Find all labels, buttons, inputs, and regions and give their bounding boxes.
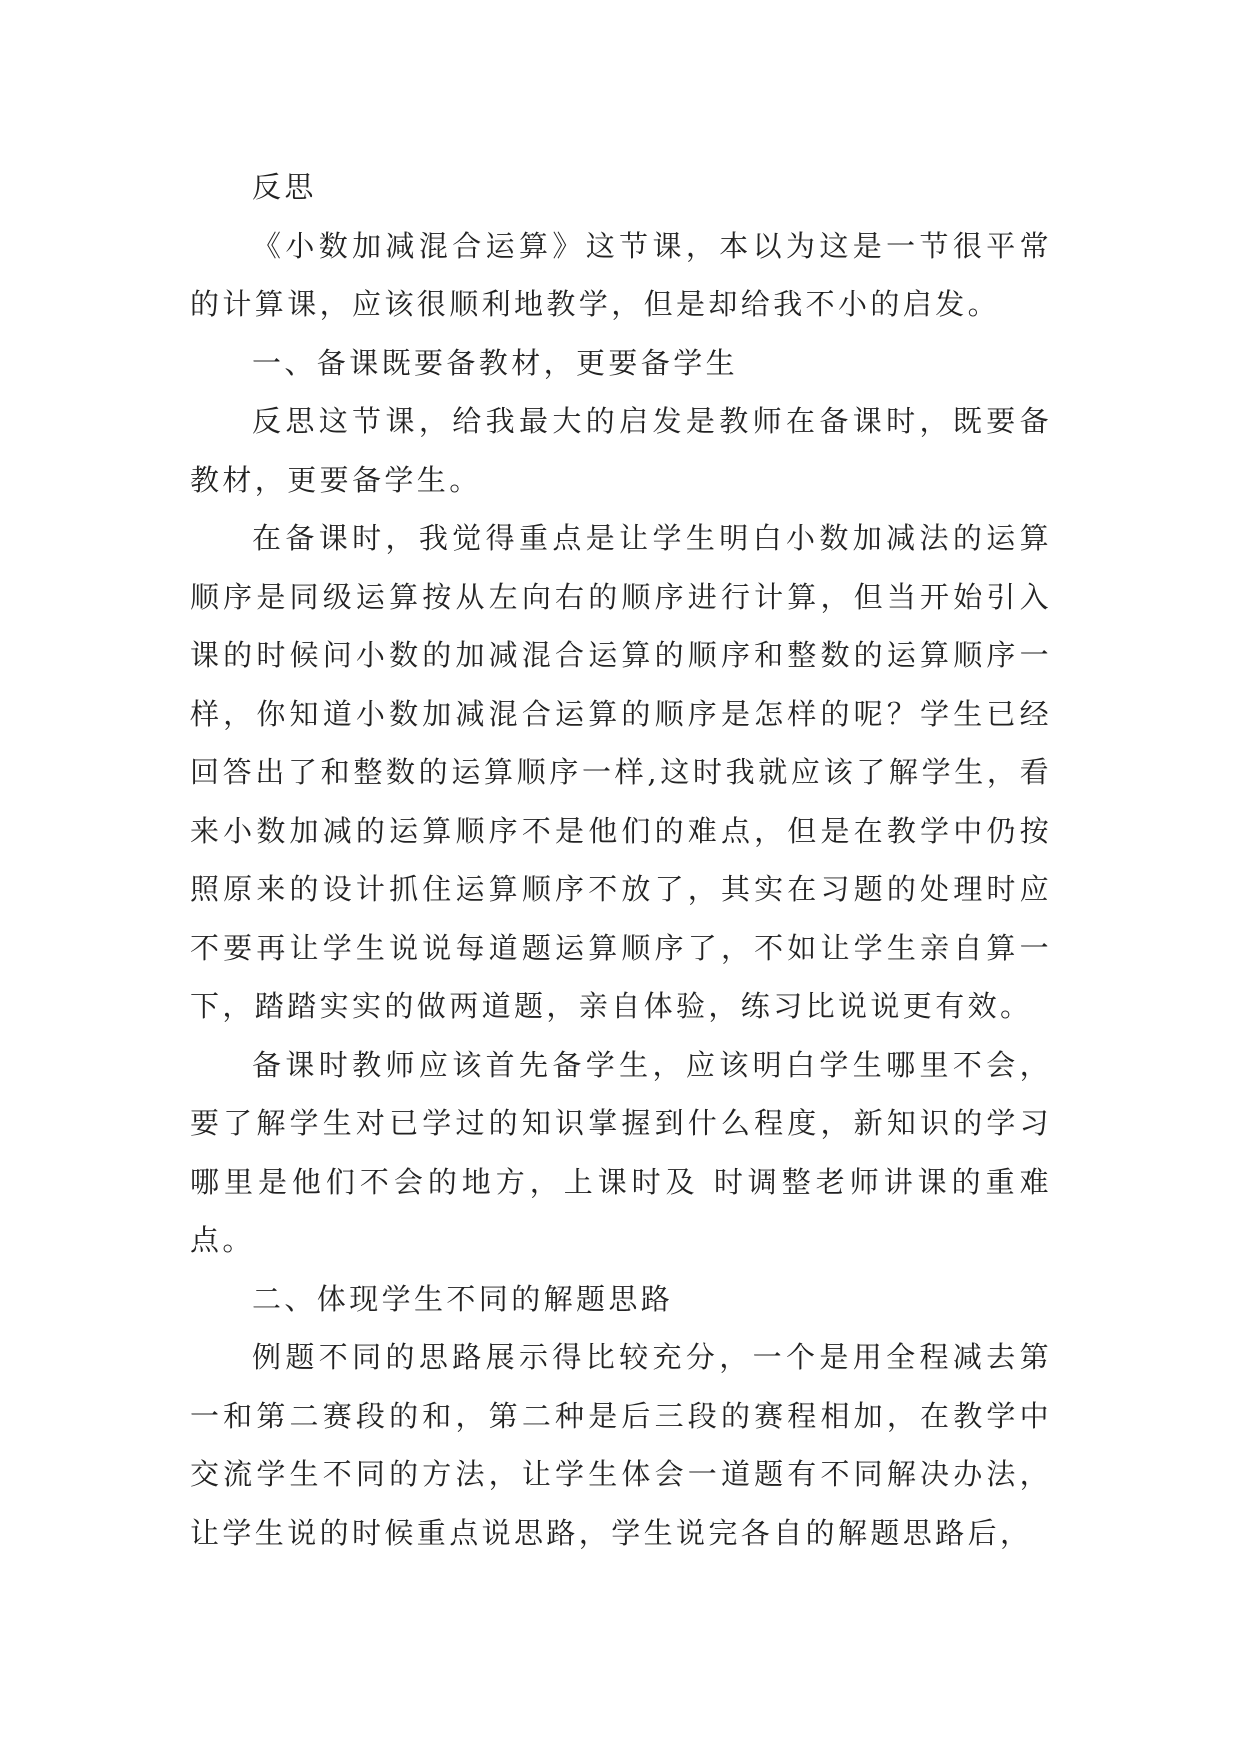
section-heading-1: 一、备课既要备教材，更要备学生 xyxy=(252,345,739,380)
paragraph: 例题不同的思路展示得比较充分，一个是用全程减去第一和第二赛段的和，第二种是后三段的赛程相加，在教学中交流学生不同的方法，让学生体会一道题有不同解决办法，让学生说的时候重点说思路，学生说完各自的解题思路后， xyxy=(190,1340,1052,1550)
document-title: 反思 xyxy=(252,170,317,204)
section-heading-2: 二、体现学生不同的解题思路 xyxy=(252,1281,674,1316)
paragraph: 备课时教师应该首先备学生，应该明白学生哪里不会，要了解学生对已学过的知识掌握到什么程度，新知识的学习哪里是他们不会的地方，上课时及 时调整老师讲课的重难点。 xyxy=(190,1047,1052,1257)
paragraph-intro: 《小数加减混合运算》这节课，本以为这是一节很平常的计算课，应该很顺利地教学，但是却给我不小的启发。 xyxy=(190,228,1052,321)
document-body xyxy=(190,158,1052,1562)
paragraph: 反思这节课，给我最大的启发是教师在备课时，既要备教材，更要备学生。 xyxy=(190,404,1052,497)
paragraph: 在备课时，我觉得重点是让学生明白小数加减法的运算顺序是同级运算按从左向右的顺序进行计算，但当开始引入课的时候问小数的加减混合运算的顺序和整数的运算顺序一样，你知道小数加减混合运算的顺序是怎样的呢？学生已经回答出了和整数的运算顺序一样,这时我就应该了解学生，看来小数加减的运算顺序不是他们的难点，但是在教学中仍按照原来的设计抓住运算顺序不放了，其实在习题的处理时应不要再让学生说说每道题运算顺序了，不如让学生亲自算一下，踏踏实实的做两道题，亲自体验，练习比说说更有效。 xyxy=(190,521,1052,1023)
